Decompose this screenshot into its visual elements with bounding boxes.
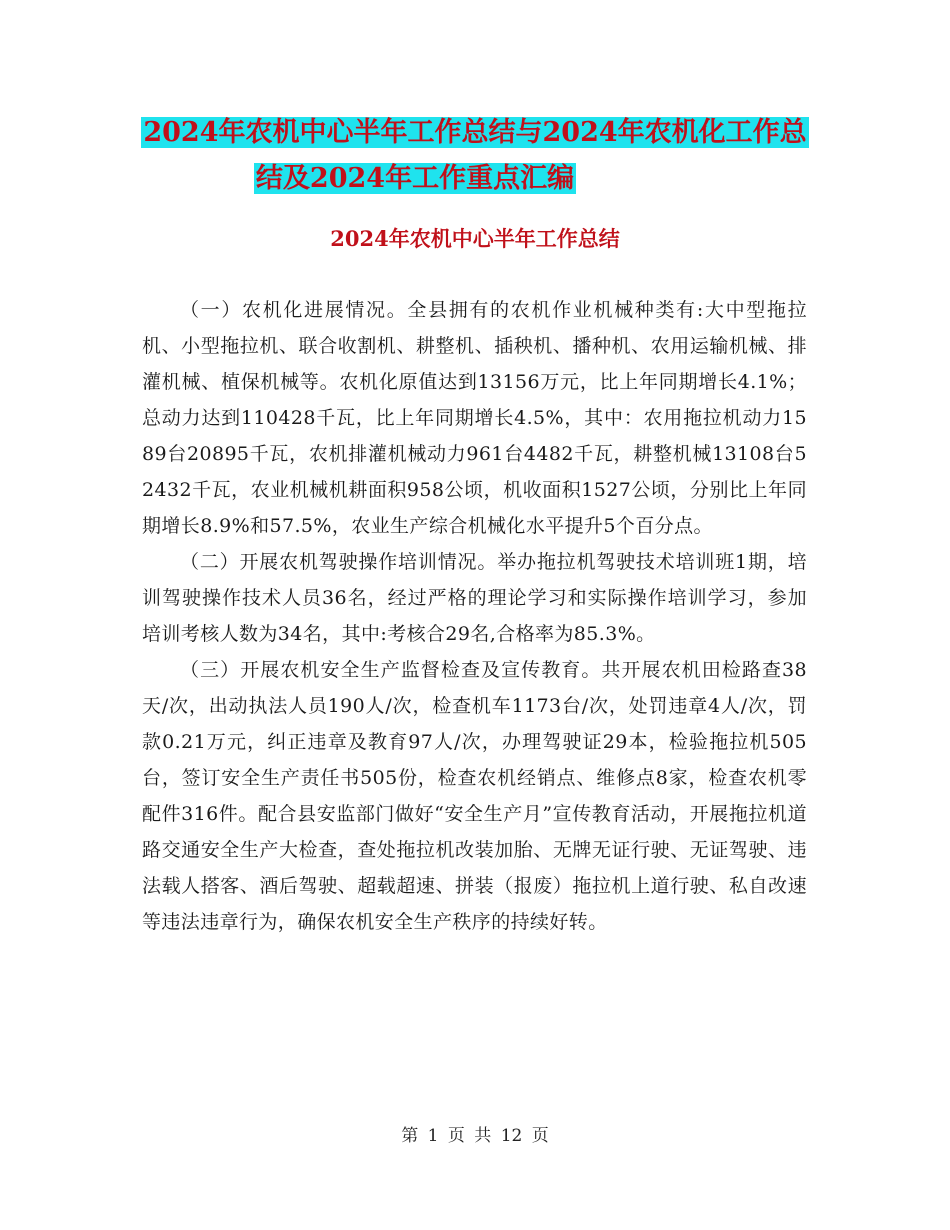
paragraph-1: （一）农机化进展情况。全县拥有的农机作业机械种类有:大中型拖拉机、小型拖拉机、联合收割机、耕整机、插秧机、播种机、农用运输机械、排灌机械、植保机械等。农机化原值达到13156万元，比上年同期增长4.1%；总动力达到110428千瓦，比上年同期增长4.5%，其中：农用拖拉机动力1589台20895千瓦，农机排灌机械动力961台4482千瓦，耕整机械13108台52432千瓦，农业机械机耕面积958公顷，机收面积1527公顷，分别比上年同期增长8.9%和57.5%，农业生产综合机械化水平提升5个百分点。 [142,299,807,537]
document-title-line-1: 2024年农机中心半年工作总结与2024年农机化工作总 [143,117,807,148]
paragraph-2: （二）开展农机驾驶操作培训情况。举办拖拉机驾驶技术培训班1期，培训驾驶操作技术人员36名，经过严格的理论学习和实际操作培训学习，参加培训考核人数为34名，其中:考核合29名,合格率为85.3%。 [142,551,807,645]
document-title-line-2: 结及2024年工作重点汇编 [255,163,575,194]
section-title: 2024年农机中心半年工作总结 [330,226,620,251]
page-footer: 第 1 页 共 12 页 [401,1126,549,1146]
document-body [142,292,807,940]
document-title [0,110,950,202]
paragraph-3: （三）开展农机安全生产监督检查及宣传教育。共开展农机田检路查38天/次，出动执法人员190人/次，检查机车1173台/次，处罚违章4人/次，罚款0.21万元，纠正违章及教育97人/次，办理驾驶证29本，检验拖拉机505台，签订安全生产责任书505份，检查农机经销点、维修点8家，检查农机零配件316件。配合县安监部门做好“安全生产月”宣传教育活动，开展拖拉机道路交通安全生产大检查，查处拖拉机改装加胎、无牌无证行驶、无证驾驶、违法载人搭客、酒后驾驶、超载超速、拼装（报废）拖拉机上道行驶、私自改速等违法违章行为，确保农机安全生产秩序的持续好转。 [142,659,807,933]
